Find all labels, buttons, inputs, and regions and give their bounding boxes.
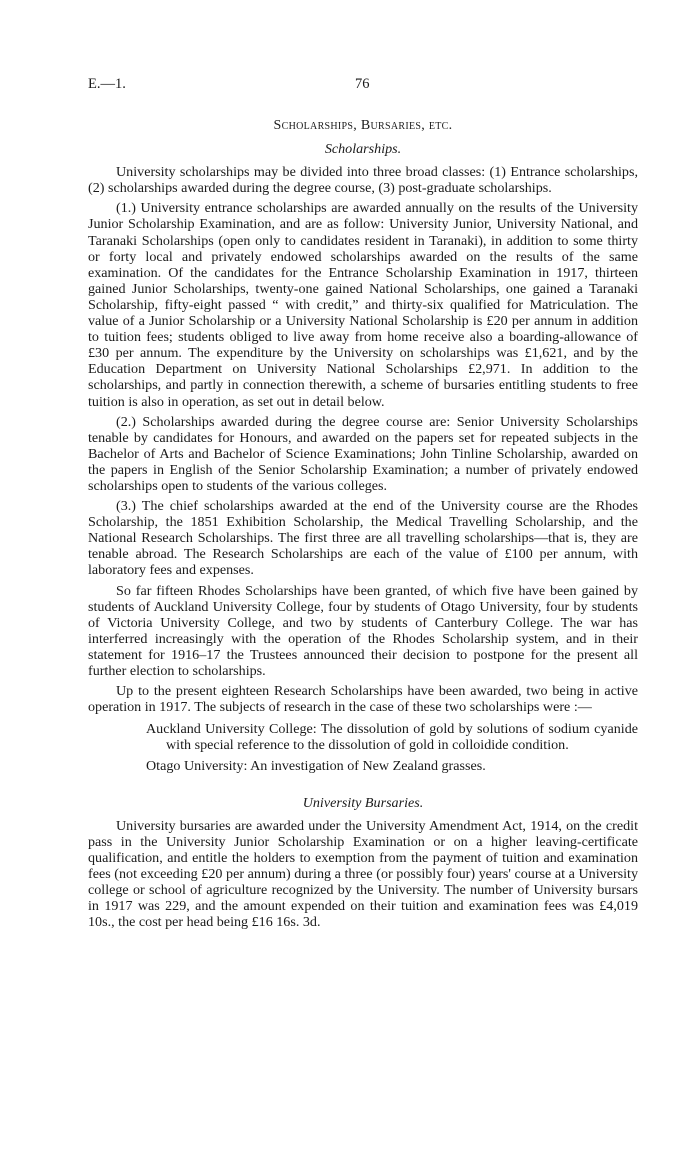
research-subject-item: Auckland University College: The dissolution of gold by solutions of sodium cyanide with special reference to the dissolution of gold in colloidide condition. [146,721,638,754]
paragraph-entrance-scholarships: (1.) University entrance scholarships are awarded annually on the results of the University Junior Scholarship Examination, and are as follow: University Junior, University National, and Taranaki Scholarships (open only to candidates resident in Taranaki), in addition to some thirty or forty local and privately endowed scholarships awarded on the results of the same examination. Of the candidates for the Entrance Scholarship Examination in 1917, thirteen gained Junior Scholarships, twenty-one gained National Scholarships, one gained a Taranaki Scholarship, fifty-eight passed “ with credit,” and thirty-six qualified for Matriculation. The value of a Junior Scholarship or a University National Scholarship is £20 per annum in addition to tuition fees; students obliged to live away from home receive also a boarding-allowance of £30 per annum. The expenditure by the University on scholarships was £1,621, and by the Education Department on University National Scholarships £2,971. In addition to the scholarships, and partly in connection therewith, a scheme of bursaries entitling students to free tuition is also in operation, as set out in detail below. [88,200,638,410]
page-number: 76 [355,76,370,92]
paragraph-intro: University scholarships may be divided into three broad classes: (1) Entrance scholarships, (2) scholarships awarded during the degree course, (3) post-graduate scholarships. [88,164,638,197]
subsection-title-bursaries: University Bursaries. [302,794,424,811]
paragraph-bursaries: University bursaries are awarded under the University Amendment Act, 1914, on the credit pass in the University Junior Scholarship Examination or on a higher leaving-certificate qualification, and entitle the holders to exemption from the payment of tuition and examination fees (not exceeding £20 per annum) during a three (or possibly four) years' course at a University college or school of agriculture recognized by the University. The number of University bursars in 1917 was 229, and the amount expended on their tuition and examination fees was £4,019 10s., the cost per head being £16 16s. 3d. [88,817,638,931]
research-subject-item: Otago University: An investigation of New Zealand grasses. [146,758,486,775]
paragraph-degree-course-scholarships: (2.) Scholarships awarded during the degree course are: Senior University Scholarships tenable by candidates for Honours, and awarded on the papers set for repeated subjects in the Bachelor of Arts and Bachelor of Science Examinations; John Tinline Scholarship, awarded on the papers in English of the Senior Scholarship Examination; a number of privately endowed scholarships open to students of the various colleges. [88,413,638,494]
report-reference: E.—1. [88,76,126,92]
section-title: Scholarships, Bursaries, etc. [273,118,453,133]
page-content [88,118,638,934]
paragraph-research-scholarships: Up to the present eighteen Research Scholarships have been awarded, two being in active operation in 1917. The subjects of research in the case of these two scholarships were :— [88,683,638,716]
research-subjects-list [146,721,638,774]
paragraph-post-graduate-scholarships: (3.) The chief scholarships awarded at the end of the University course are the Rhodes Scholarship, the 1851 Exhibition Scholarship, the Medical Travelling Scholarship, and the National Research Scholarships. The first three are all travelling scholarships—that is, they are tenable abroad. The Research Scholarships are each of the value of £100 per annum, with laboratory fees and expenses. [88,498,638,579]
subsection-title-scholarships: Scholarships. [324,141,402,158]
paragraph-rhodes-scholarships: So far fifteen Rhodes Scholarships have been granted, of which five have been gained by students of Auckland University College, four by students of Otago University, four by students of Victoria University College, and two by students of Canterbury College. The war has interferred increasingly with the operation of the Rhodes Scholarship system, and in their statement for 1916–17 the Trustees announced their decision to postpone for the present all further election to scholarships. [88,582,638,679]
